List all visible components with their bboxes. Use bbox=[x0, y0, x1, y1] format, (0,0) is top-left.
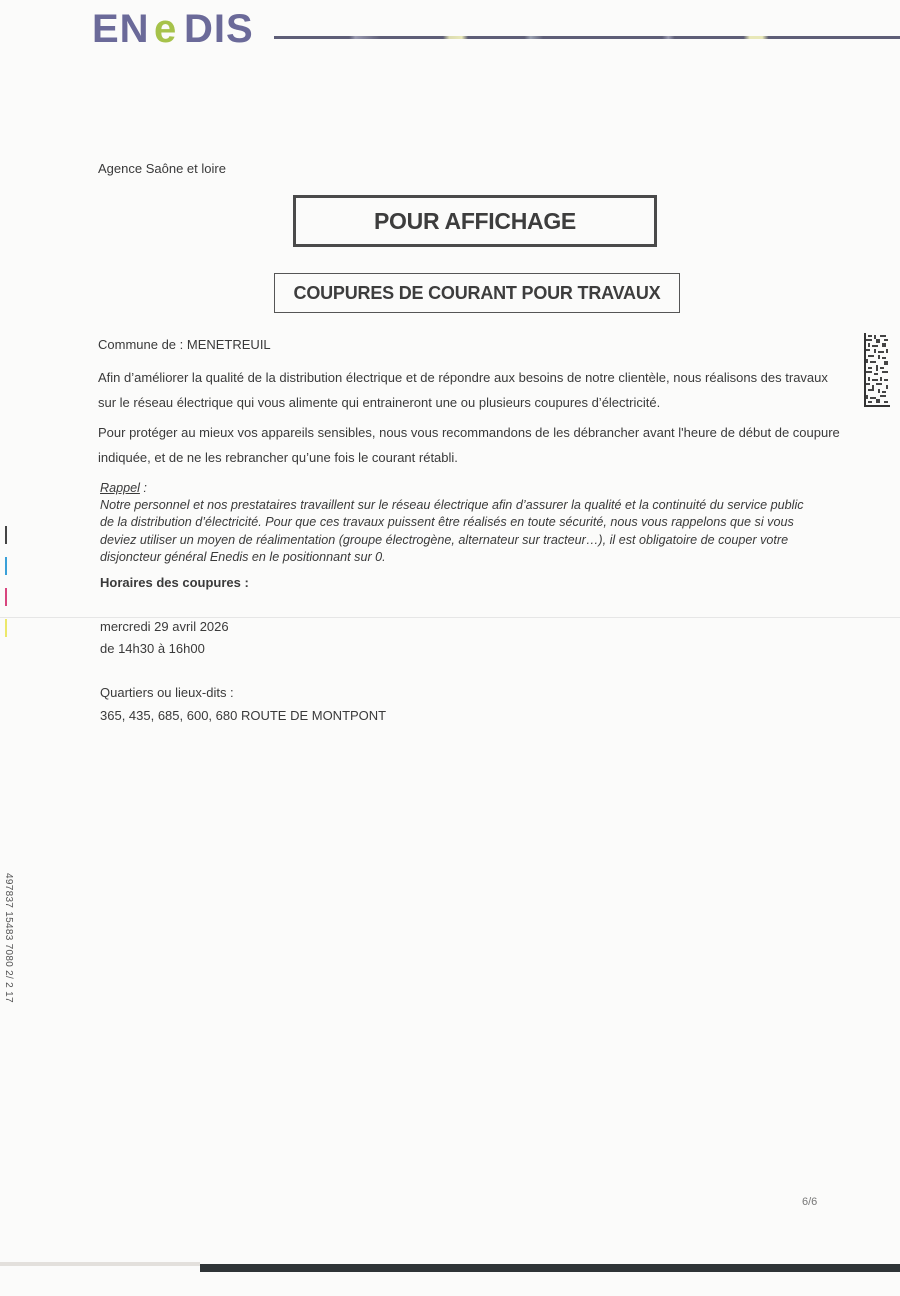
notice-subtitle: COUPURES DE COURANT POUR TRAVAUX bbox=[274, 273, 680, 313]
enedis-logo bbox=[92, 8, 264, 48]
rappel-line: disjoncteur général Enedis en le positionnant sur 0. bbox=[100, 550, 386, 564]
registration-mark bbox=[5, 588, 7, 606]
outage-hours: de 14h30 à 16h00 bbox=[100, 641, 205, 656]
quartiers-label: Quartiers ou lieux-dits : bbox=[100, 685, 234, 700]
rappel-label: Rappel bbox=[100, 481, 140, 495]
paragraph-line: Afin d’améliorer la qualité de la distribution électrique et de répondre aux besoins de notre clientèle, nous réalisons des travaux bbox=[98, 370, 828, 385]
datamatrix-code bbox=[864, 333, 890, 407]
paragraph-line: sur le réseau électrique qui vous alimente qui entraineront une ou plusieurs coupures d’électricité. bbox=[98, 395, 661, 410]
rappel-line: de la distribution d’électricité. Pour que ces travaux puissent être réalisés en toute sécurité, nous vous rappelons que si vous bbox=[100, 515, 794, 529]
rappel-line: deviez utiliser un moyen de réalimentation (groupe électrogène, alternateur sur tracteur…), il est obligatoire de couper votre bbox=[100, 533, 789, 547]
banner-title: POUR AFFICHAGE bbox=[293, 195, 657, 247]
quartiers-value: 365, 435, 685, 600, 680 ROUTE DE MONTPONT bbox=[100, 708, 387, 723]
registration-mark bbox=[5, 557, 7, 575]
commune-line: Commune de : MENETREUIL bbox=[98, 337, 271, 352]
svg-text:DIS: DIS bbox=[184, 8, 254, 48]
scan-fold-line bbox=[0, 617, 900, 618]
rappel-line: Notre personnel et nos prestataires travaillent sur le réseau électrique afin d’assurer la qualité et la continuité du service public bbox=[100, 498, 804, 512]
svg-text:EN: EN bbox=[92, 8, 150, 48]
page-bottom-shadow bbox=[200, 1264, 900, 1272]
outage-date: mercredi 29 avril 2026 bbox=[100, 619, 229, 634]
svg-text:e: e bbox=[154, 8, 177, 48]
side-print-code: 497837 15483 7080 2/ 2 17 bbox=[3, 873, 14, 1003]
page-bottom-edge bbox=[0, 1262, 200, 1266]
page-number: 6/6 bbox=[802, 1196, 818, 1208]
horaires-title: Horaires des coupures : bbox=[100, 575, 249, 590]
registration-mark bbox=[5, 619, 7, 637]
rappel-heading bbox=[100, 480, 147, 496]
rappel-colon: : bbox=[139, 481, 147, 495]
header-rule bbox=[274, 36, 900, 39]
agence-label: Agence Saône et loire bbox=[98, 161, 226, 176]
registration-mark bbox=[5, 526, 7, 544]
paragraph-line: Pour protéger au mieux vos appareils sensibles, nous vous recommandons de les débrancher avant l'heure de début de coupure bbox=[98, 425, 840, 440]
paragraph-line: indiquée, et de ne les rebrancher qu’une fois le courant rétabli. bbox=[98, 450, 458, 465]
